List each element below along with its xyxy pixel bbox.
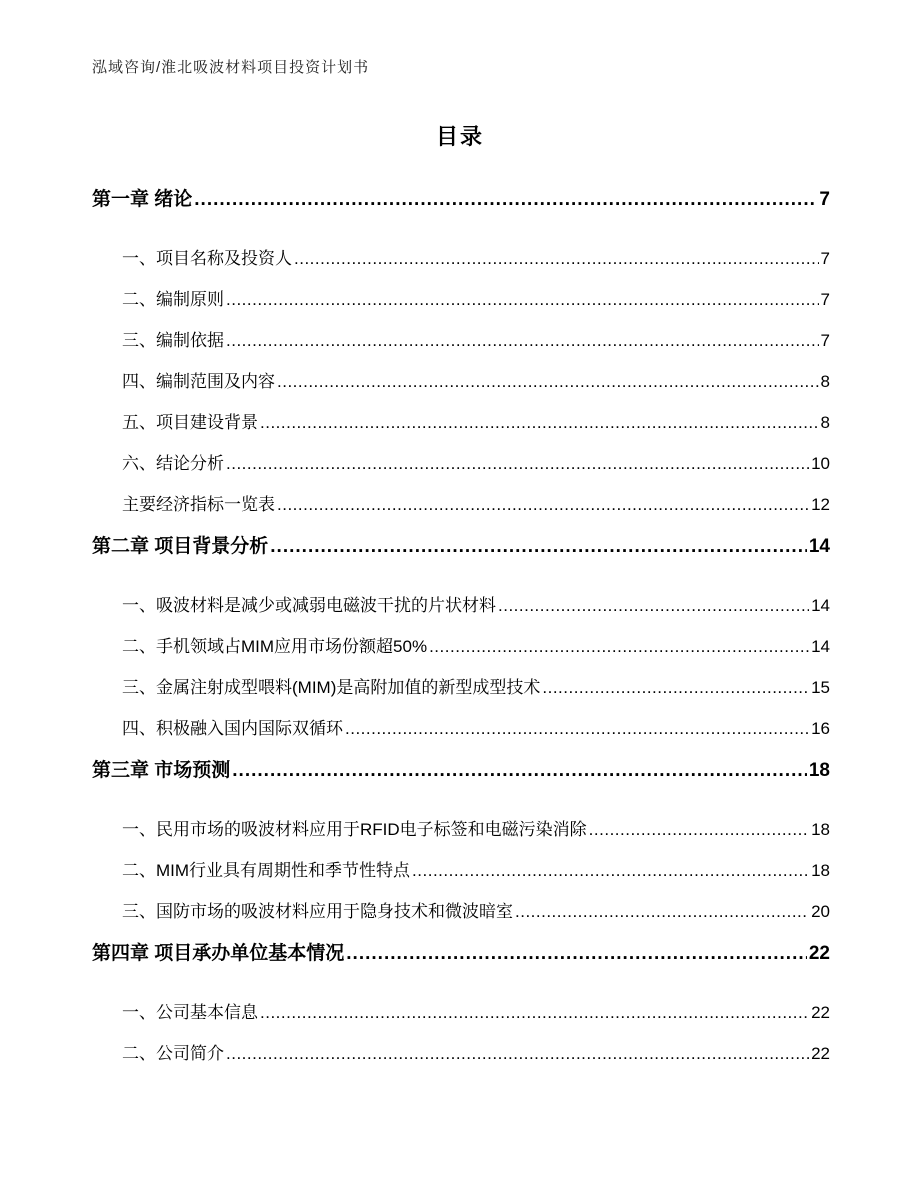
entry-label: 手机领域占MIM应用市场份额超50% bbox=[156, 637, 428, 656]
table-of-contents bbox=[92, 178, 830, 1074]
entry-label: 金属注射成型喂料(MIM)是高附加值的新型成型技术 bbox=[156, 678, 541, 697]
entry-label: 吸波材料是减少或减弱电磁波干扰的片状材料 bbox=[156, 596, 496, 615]
entry-label: 编制依据 bbox=[156, 331, 224, 350]
entry-label: 第一章 绪论 bbox=[92, 189, 193, 210]
page-number: 18 bbox=[811, 861, 830, 880]
section-number: 一、 bbox=[122, 249, 156, 268]
dot-leader bbox=[294, 238, 819, 279]
toc-section-entry[interactable] bbox=[92, 585, 830, 626]
page-number: 8 bbox=[820, 413, 830, 432]
entry-label: 公司基本信息 bbox=[156, 1003, 258, 1022]
toc-section-entry[interactable] bbox=[92, 850, 830, 891]
section-number: 一、 bbox=[122, 1003, 156, 1022]
dot-leader bbox=[226, 1033, 809, 1074]
dot-leader bbox=[270, 529, 807, 565]
entry-label: 编制原则 bbox=[156, 290, 224, 309]
dot-leader bbox=[429, 626, 809, 667]
section-number: 二、 bbox=[122, 637, 156, 656]
running-header: 泓域咨询/淮北吸波材料项目投资计划书 bbox=[92, 59, 370, 76]
dot-leader bbox=[412, 850, 809, 891]
entry-label: 主要经济指标一览表 bbox=[122, 495, 275, 514]
toc-section-entry[interactable] bbox=[92, 443, 830, 484]
dot-leader bbox=[589, 809, 809, 850]
page-number: 8 bbox=[820, 372, 830, 391]
toc-section-entry[interactable] bbox=[92, 667, 830, 708]
section-number: 一、 bbox=[122, 820, 156, 839]
dot-leader bbox=[345, 708, 809, 749]
dot-leader bbox=[226, 279, 819, 320]
page-number: 10 bbox=[811, 454, 830, 473]
entry-label: 公司简介 bbox=[156, 1044, 224, 1063]
section-number: 四、 bbox=[122, 372, 156, 391]
page-number: 14 bbox=[808, 536, 830, 557]
toc-section-entry[interactable] bbox=[92, 361, 830, 402]
dot-leader bbox=[277, 361, 819, 402]
entry-label: 积极融入国内国际双循环 bbox=[156, 719, 343, 738]
entry-label: 第二章 项目背景分析 bbox=[92, 536, 269, 557]
toc-section-entry[interactable] bbox=[92, 992, 830, 1033]
section-number: 二、 bbox=[122, 290, 156, 309]
toc-section-entry[interactable] bbox=[92, 320, 830, 361]
toc-section-entry[interactable] bbox=[92, 402, 830, 443]
dot-leader bbox=[277, 484, 809, 525]
dot-leader bbox=[260, 402, 819, 443]
toc-section-entry[interactable] bbox=[92, 238, 830, 279]
page-number: 18 bbox=[808, 760, 830, 781]
section-number: 三、 bbox=[122, 678, 156, 697]
page-number: 7 bbox=[819, 189, 830, 210]
page-number: 22 bbox=[808, 943, 830, 964]
page-number: 7 bbox=[820, 290, 830, 309]
section-number: 二、 bbox=[122, 1044, 156, 1063]
page-number: 15 bbox=[811, 678, 830, 697]
dot-leader bbox=[542, 667, 809, 708]
section-number: 六、 bbox=[122, 454, 156, 473]
dot-leader bbox=[226, 320, 819, 361]
toc-section-entry[interactable] bbox=[92, 626, 830, 667]
toc-section-entry[interactable] bbox=[92, 891, 830, 932]
section-number: 五、 bbox=[122, 413, 156, 432]
section-number: 四、 bbox=[122, 719, 156, 738]
page-number: 22 bbox=[811, 1003, 830, 1022]
dot-leader bbox=[232, 753, 807, 789]
entry-label: 民用市场的吸波材料应用于RFID电子标签和电磁污染消除 bbox=[156, 820, 587, 839]
entry-label: 结论分析 bbox=[156, 454, 224, 473]
page-number: 12 bbox=[811, 495, 830, 514]
page-number: 16 bbox=[811, 719, 830, 738]
dot-leader bbox=[226, 443, 809, 484]
toc-title: 目录 bbox=[435, 124, 484, 149]
page-number: 14 bbox=[811, 637, 830, 656]
toc-chapter-entry[interactable] bbox=[92, 182, 830, 218]
dot-leader bbox=[260, 992, 809, 1033]
entry-label: MIM行业具有周期性和季节性特点 bbox=[156, 861, 411, 880]
entry-label: 第三章 市场预测 bbox=[92, 760, 231, 781]
toc-section-entry[interactable] bbox=[92, 809, 830, 850]
page-number: 7 bbox=[820, 249, 830, 268]
entry-label: 项目建设背景 bbox=[156, 413, 258, 432]
section-number: 一、 bbox=[122, 596, 156, 615]
page-number: 14 bbox=[811, 596, 830, 615]
section-number: 二、 bbox=[122, 861, 156, 880]
toc-chapter-entry[interactable] bbox=[92, 529, 830, 565]
dot-leader bbox=[515, 891, 809, 932]
toc-section-entry[interactable] bbox=[92, 1033, 830, 1074]
dot-leader bbox=[498, 585, 809, 626]
section-number: 三、 bbox=[122, 902, 156, 921]
page-number: 18 bbox=[811, 820, 830, 839]
dot-leader bbox=[346, 936, 807, 972]
entry-label: 项目名称及投资人 bbox=[156, 249, 292, 268]
entry-label: 国防市场的吸波材料应用于隐身技术和微波暗室 bbox=[156, 902, 513, 921]
toc-chapter-entry[interactable] bbox=[92, 936, 830, 972]
entry-label: 编制范围及内容 bbox=[156, 372, 275, 391]
toc-section-entry[interactable] bbox=[92, 708, 830, 749]
toc-section-entry[interactable] bbox=[92, 279, 830, 320]
page-number: 7 bbox=[820, 331, 830, 350]
section-number: 三、 bbox=[122, 331, 156, 350]
toc-section-entry[interactable] bbox=[92, 484, 830, 525]
page-number: 20 bbox=[811, 902, 830, 921]
entry-label: 第四章 项目承办单位基本情况 bbox=[92, 943, 345, 964]
dot-leader bbox=[194, 182, 817, 218]
page-number: 22 bbox=[811, 1044, 830, 1063]
toc-chapter-entry[interactable] bbox=[92, 753, 830, 789]
